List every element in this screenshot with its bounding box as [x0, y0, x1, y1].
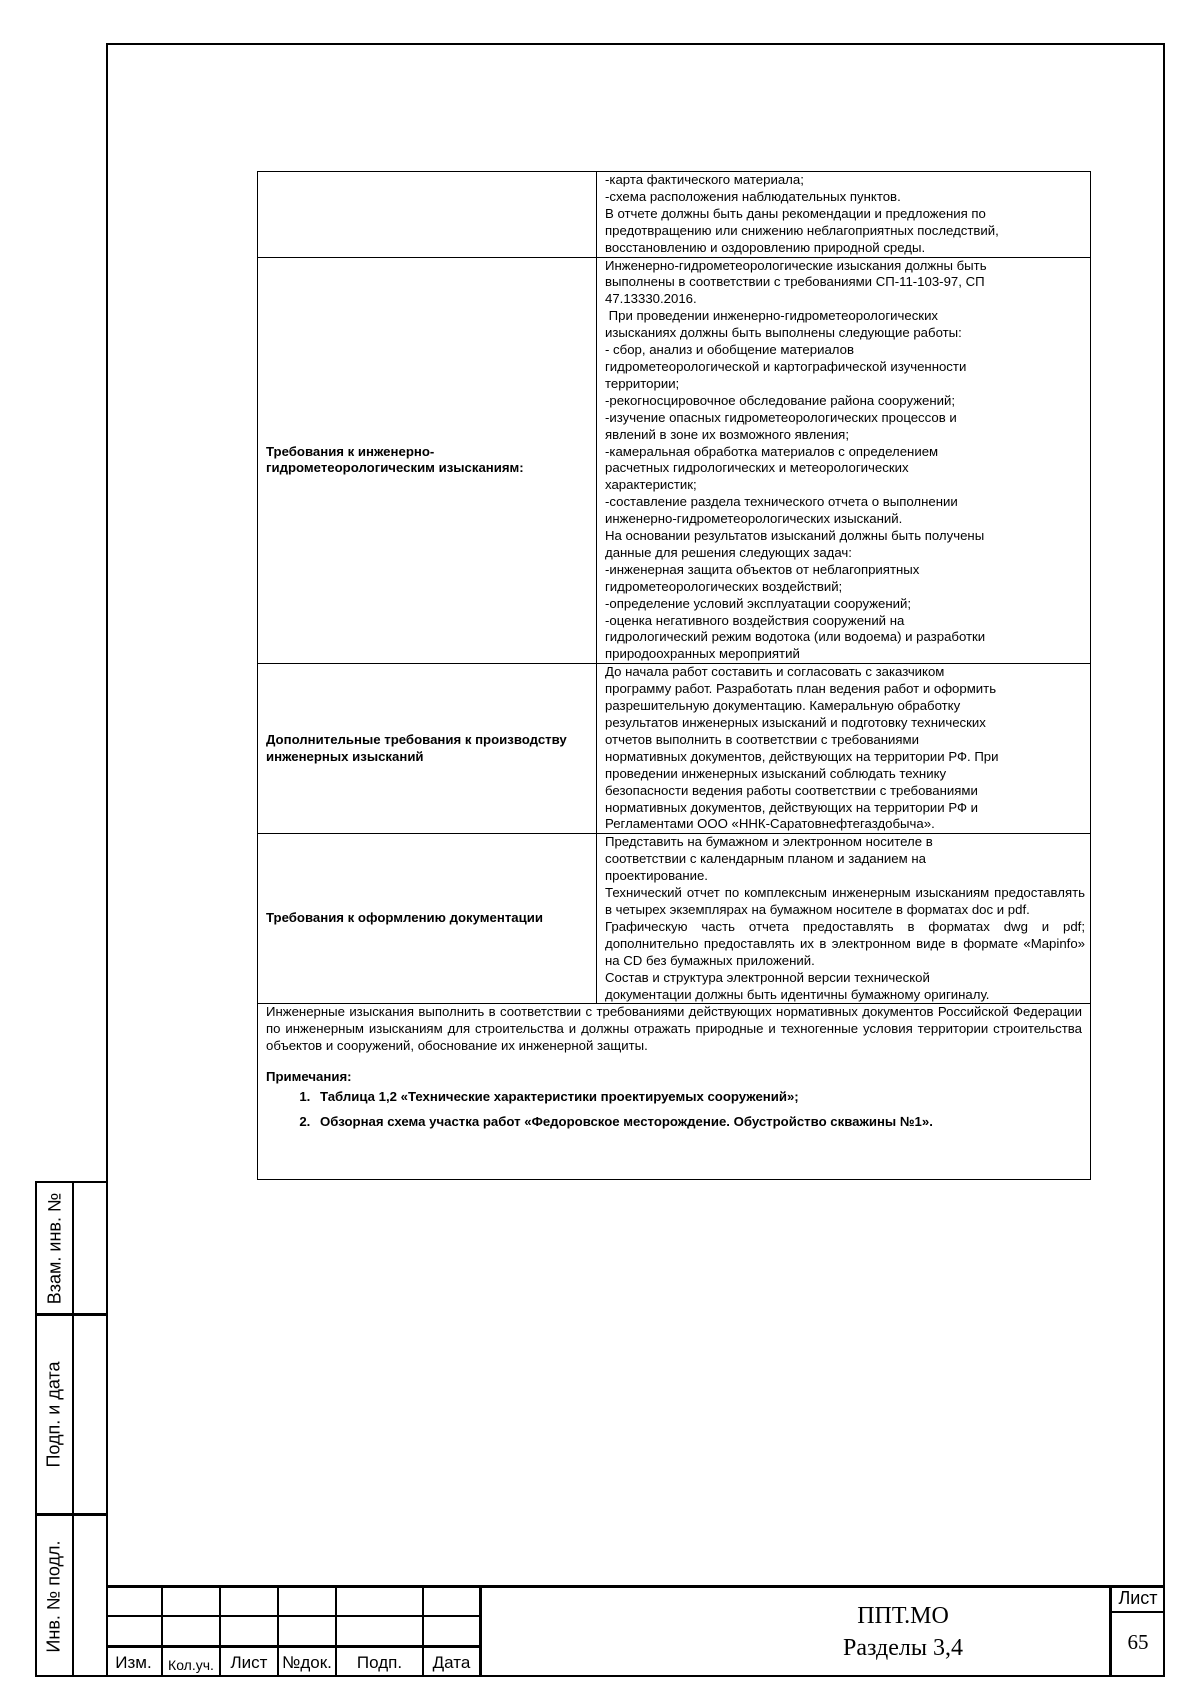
requirement-line: В отчете должны быть даны рекомендации и предложения по — [605, 205, 986, 221]
requirement-line: явлений в зоне их возможного явления; — [605, 426, 849, 442]
title-block — [106, 1585, 1165, 1677]
side-stamp-vzam-inv: Взам. инв. № — [44, 1192, 65, 1304]
requirement-line: Графическую часть отчета предоставлять в форматах dwg и pdf; дополнительно предоставлять их в электронном виде в формате «Mapinfo» на CD без бумажных приложений. — [605, 918, 1089, 968]
requirement-line: -изучение опасных гидрометеорологических процессов и — [605, 409, 957, 425]
requirements-table — [257, 171, 1091, 1180]
requirement-line: гидрометеорологической и картографической изученности — [605, 358, 967, 374]
requirement-line: изысканиях должны быть выполнены следующие работы: — [605, 325, 962, 341]
requirement-line: До начала работ составить и согласовать с заказчиком — [605, 664, 945, 680]
col-ndok: №док. — [282, 1653, 332, 1672]
requirement-line: нормативных документов, действующих на территории РФ и — [605, 799, 979, 815]
requirements-table-wrapper — [257, 171, 1091, 1180]
requirement-value — [597, 172, 1091, 258]
requirement-line: инженерно-гидрометеорологических изысканий. — [605, 511, 903, 527]
requirement-line: гидрологический режим водотока (или водоема) и разработки — [605, 629, 986, 645]
col-kol-uch: Кол.уч. — [168, 1657, 214, 1673]
col-list: Лист — [230, 1653, 268, 1672]
requirement-line: Регламентами ООО «ННК-Саратовнефтегаздобыча». — [605, 816, 935, 832]
sheet-label: Лист — [1118, 1588, 1158, 1608]
document-sections: Разделы 3,4 — [842, 1635, 963, 1661]
requirement-line: данные для решения следующих задач: — [605, 544, 852, 560]
requirement-line: программу работ. Разработать план ведения работ и оформить — [605, 681, 997, 697]
requirement-line: восстановлению и оздоровлению природной среды. — [605, 239, 926, 255]
requirement-line: 47.13330.2016. — [605, 291, 697, 307]
requirement-label: Дополнительные требования к производству инженерных изысканий — [258, 664, 597, 834]
requirement-line: выполнены в соответствии с требованиями СП-11-103-97, СП — [605, 274, 985, 290]
requirement-label — [258, 172, 597, 258]
requirement-line: соответствии с календарным планом и заданием на — [605, 851, 926, 867]
requirement-row — [258, 664, 1091, 834]
requirement-line: На основании результатов изысканий должны быть получены — [605, 528, 985, 544]
requirement-line: проектирование. — [605, 868, 708, 884]
requirement-line: результатов инженерных изысканий и подготовку технических — [605, 715, 986, 730]
requirement-line: Инженерно-гидрометеорологические изыскания должны быть — [605, 257, 987, 273]
requirement-value — [597, 834, 1091, 1004]
note-item: 2. Обзорная схема участка работ «Федоровское месторождение. Обустройство скважины №1». — [314, 1114, 1082, 1131]
col-podp: Подп. — [356, 1653, 403, 1672]
side-stamp — [35, 1181, 108, 1677]
requirement-line: проведении инженерных изысканий соблюдать технику — [605, 765, 947, 781]
document-code: ППТ.МО — [857, 1603, 949, 1629]
requirement-line: разрешительную документацию. Камеральную обработку — [605, 698, 961, 714]
requirement-line: -камеральная обработка материалов с определением — [605, 443, 939, 459]
col-izm: Изм. — [115, 1653, 152, 1672]
footer-paragraph: Инженерные изыскания выполнить в соответствии с требованиями действующих нормативных документов Российской Федерации по инженерным изысканиям для строительства и должны отражать природные и техногенные условия территории строительства объектов и сооружений, обоснование их инженерной защиты. — [266, 1004, 1086, 1054]
requirement-row — [258, 834, 1091, 1004]
requirement-line: природоохранных мероприятий — [605, 646, 800, 662]
requirement-line: При проведении инженерно-гидрометеорологических — [605, 308, 939, 324]
requirement-label: Требования к инженерно-гидрометеорологическим изысканиям: — [258, 257, 597, 664]
requirement-line: -оценка негативного воздействия сооружений на — [605, 612, 905, 628]
requirement-line: -карта фактического материала; — [605, 172, 804, 187]
requirement-line: гидрометеорологических воздействий; — [605, 578, 843, 594]
requirement-row — [258, 257, 1091, 664]
requirement-label: Требования к оформлению документации — [258, 834, 597, 1004]
note-item: 1. Таблица 1,2 «Технические характеристики проектируемых сооружений»; — [314, 1089, 1082, 1106]
requirement-line: отчетов выполнить в соответствии с требованиями — [605, 731, 919, 747]
requirement-line: -схема расположения наблюдательных пунктов. — [605, 188, 901, 204]
requirement-line: Технический отчет по комплексным инженерным изысканиям предоставлять в четырех экземплярах на бумажном носителе в форматах doc и pdf. — [605, 885, 1089, 917]
requirement-line: характеристик; — [605, 477, 697, 493]
requirement-line: - сбор, анализ и обобщение материалов — [605, 342, 854, 358]
requirement-value — [597, 664, 1091, 834]
requirement-line: -составление раздела технического отчета о выполнении — [605, 494, 958, 510]
requirement-value — [597, 257, 1091, 664]
requirement-line: -инженерная защита объектов от неблагоприятных — [605, 561, 920, 577]
side-stamp-inv-podl: Инв. № подл. — [44, 1539, 64, 1653]
requirement-row — [258, 172, 1091, 258]
footer-row — [258, 1004, 1091, 1179]
requirement-line: нормативных документов, действующих на территории РФ. При — [605, 748, 999, 764]
requirement-line: предотвращению или снижению неблагоприятных последствий, — [605, 222, 999, 238]
notes-list — [266, 1089, 1082, 1131]
requirement-line: безопасности ведения работы соответствии с требованиями — [605, 782, 978, 798]
requirement-line: -определение условий эксплуатации сооружений; — [605, 595, 912, 611]
side-stamp-podp-data: Подп. и дата — [44, 1360, 64, 1468]
sheet-number: 65 — [1127, 1630, 1149, 1654]
col-data: Дата — [432, 1653, 471, 1672]
requirement-line: территории; — [605, 375, 680, 391]
requirement-line: Состав и структура электронной версии технической — [605, 969, 930, 985]
requirement-line: расчетных гидрологических и метеорологических — [605, 460, 909, 476]
requirement-line: -рекогносцировочное обследование района сооружений; — [605, 392, 956, 408]
requirement-line: документации должны быть идентичны бумажному оригиналу. — [605, 986, 990, 1002]
requirement-line: Представить на бумажном и электронном носителе в — [605, 834, 933, 850]
notes-heading: Примечания: — [266, 1069, 352, 1085]
